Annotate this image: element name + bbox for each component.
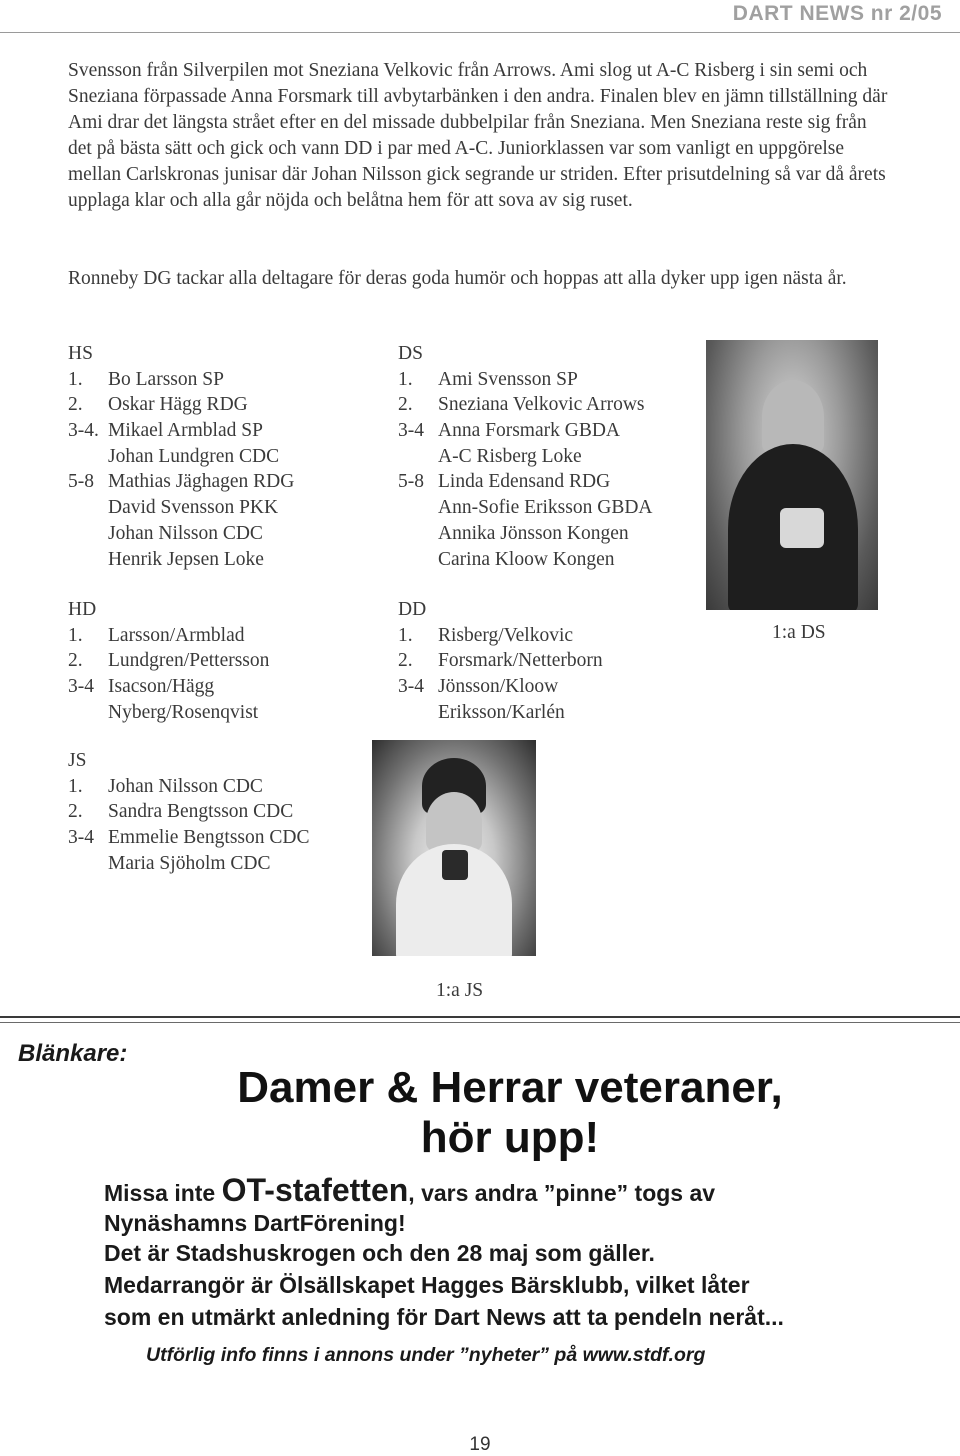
result-pos: 1. <box>68 624 83 646</box>
result-pos: 1. <box>68 368 83 390</box>
result-row <box>68 495 294 521</box>
result-name: Nyberg/Rosenqvist <box>108 701 259 723</box>
result-pos: 2. <box>398 650 413 672</box>
photo-figure-head <box>762 380 824 454</box>
caption-ds-winner: 1:a DS <box>772 622 826 643</box>
result-name: Lundgren/Pettersson <box>108 650 270 672</box>
result-row <box>398 648 603 674</box>
result-name: Johan Nilsson CDC <box>108 775 263 797</box>
photo-ds-winner <box>706 340 878 610</box>
section-heading-hd: HD <box>68 599 97 620</box>
ad-line-1 <box>104 1172 715 1209</box>
result-row <box>398 547 653 573</box>
ad-line-5: som en utmärkt anledning för Dart News att ta pendeln neråt... <box>104 1304 784 1330</box>
results-dd <box>398 597 603 725</box>
result-name: Mikael Armblad SP <box>108 420 263 442</box>
section-divider <box>0 1016 960 1018</box>
ad-line-3: Det är Stadshuskrogen och den 28 maj som gäller. <box>104 1240 655 1266</box>
ad-headline-1: Damer & Herrar veteraner, <box>237 1063 783 1112</box>
trophy-icon <box>442 850 468 880</box>
result-row <box>68 521 294 547</box>
result-name: Johan Nilsson CDC <box>108 522 263 544</box>
result-pos: 2. <box>68 650 83 672</box>
result-name: Larsson/Armblad <box>108 624 245 646</box>
result-row <box>68 674 269 700</box>
result-pos: 5-8 <box>68 471 94 493</box>
result-name: Oskar Hägg RDG <box>108 394 248 416</box>
result-name: Henrik Jepsen Loke <box>108 548 264 570</box>
ad-line-4: Medarrangör är Ölsällskapet Hagges Bärsklubb, vilket låter <box>104 1272 750 1298</box>
ad-line-1-emphasis: OT-stafetten <box>221 1172 409 1208</box>
ad-line-1-pre: Missa inte <box>104 1180 222 1206</box>
section-heading-js: JS <box>68 750 87 771</box>
results-hd <box>68 597 269 725</box>
result-name: Annika Jönsson Kongen <box>438 522 629 544</box>
ad-info-note: Utförlig info finns i annons under ”nyheter” på www.stdf.org <box>146 1344 706 1366</box>
result-row <box>68 774 310 800</box>
result-name: Sandra Bengtsson CDC <box>108 801 294 823</box>
closing-paragraph <box>68 266 888 292</box>
result-name: Forsmark/Netterborn <box>438 650 603 672</box>
section-heading-dd: DD <box>398 599 427 620</box>
result-row <box>68 469 294 495</box>
result-pos: 3-4 <box>398 420 424 442</box>
result-row <box>398 623 603 649</box>
section-divider-thin <box>0 1022 960 1023</box>
result-pos: 1. <box>398 368 413 390</box>
result-row <box>68 444 294 470</box>
result-row <box>68 648 269 674</box>
result-row <box>398 521 653 547</box>
result-row <box>68 547 294 573</box>
result-pos: 2. <box>68 394 83 416</box>
photo-figure-head <box>426 792 482 852</box>
result-row <box>68 700 269 726</box>
intro-paragraph <box>68 58 888 214</box>
result-name: Maria Sjöholm CDC <box>108 852 271 874</box>
page-number: 19 <box>469 1434 491 1455</box>
result-name: Jönsson/Kloow <box>438 676 559 698</box>
result-name: Eriksson/Karlén <box>438 701 565 723</box>
results-ds <box>398 341 653 572</box>
result-row <box>68 799 310 825</box>
result-pos: 3-4 <box>398 676 424 698</box>
result-row <box>398 444 653 470</box>
result-name: A-C Risberg Loke <box>438 445 582 467</box>
result-pos: 2. <box>68 801 83 823</box>
result-row <box>398 674 603 700</box>
ad-line-1-post: , vars andra ”pinne” togs av <box>408 1180 716 1206</box>
result-row <box>398 700 603 726</box>
section-heading-ds: DS <box>398 343 423 364</box>
result-name: Linda Edensand RDG <box>438 471 611 493</box>
results-hs <box>68 341 294 572</box>
trophy-icon <box>780 508 824 548</box>
result-name: David Svensson PKK <box>108 497 279 519</box>
result-name: Sneziana Velkovic Arrows <box>438 394 645 416</box>
result-row <box>398 392 653 418</box>
result-pos: 1. <box>398 624 413 646</box>
ad-label: Blänkare: <box>18 1040 128 1067</box>
result-name: Johan Lundgren CDC <box>108 445 280 467</box>
result-row <box>398 418 653 444</box>
result-pos: 3-4 <box>68 676 94 698</box>
result-name: Mathias Jäghagen RDG <box>108 471 295 493</box>
result-row <box>398 495 653 521</box>
result-name: Carina Kloow Kongen <box>438 548 615 570</box>
result-row <box>398 367 653 393</box>
photo-js-winner <box>372 740 536 956</box>
result-pos: 3-4. <box>68 420 99 442</box>
result-pos: 5-8 <box>398 471 424 493</box>
page-header-title: DART NEWS nr 2/05 <box>732 2 942 25</box>
result-pos: 3-4 <box>68 827 94 849</box>
result-name: Ann-Sofie Eriksson GBDA <box>438 497 653 519</box>
result-name: Ami Svensson SP <box>438 368 578 390</box>
result-row <box>68 367 294 393</box>
ad-line-2: Nynäshamns DartFörening! <box>104 1210 406 1236</box>
result-name: Isacson/Hägg <box>108 676 215 698</box>
result-pos: 1. <box>68 775 83 797</box>
result-row <box>68 825 310 851</box>
section-heading-hs: HS <box>68 343 93 364</box>
results-js <box>68 748 310 876</box>
result-pos: 2. <box>398 394 413 416</box>
result-row <box>68 623 269 649</box>
result-name: Anna Forsmark GBDA <box>438 420 620 442</box>
result-row <box>68 851 310 877</box>
caption-js-winner: 1:a JS <box>436 980 484 1001</box>
result-row <box>68 392 294 418</box>
intro-text-1: Svensson från Silverpilen mot Sneziana Velkovic från Arrows. Ami slog ut A-C Risberg i sin semi och Sneziana förpassade Anna Forsmark till avbytarbänken i den andra. Finalen blev en jämn tillställning där Ami drar det längsta strået efter en del missade dubbelpilar från Sneziana. Men Sneziana reste sig från det på bästa sätt och gick och vann DD i par med A-C. Juniorklassen var som vanligt en uppgörelse mellan Carlskronas junisar där Johan Nilsson gick segrande ur striden. Efter prisutdelning så var då årets upplaga klar och alla går nöjda och belåtna hem för att sova av sig ruset. <box>68 60 888 211</box>
ad-headline-2: hör upp! <box>420 1113 600 1162</box>
result-name: Risberg/Velkovic <box>438 624 574 646</box>
result-row <box>398 469 653 495</box>
result-row <box>68 418 294 444</box>
header-divider <box>0 32 960 33</box>
intro-text-2: Ronneby DG tackar alla deltagare för deras goda humör och hoppas att alla dyker upp igen nästa år. <box>68 268 847 289</box>
result-name: Emmelie Bengtsson CDC <box>108 827 310 849</box>
result-name: Bo Larsson SP <box>108 368 224 390</box>
